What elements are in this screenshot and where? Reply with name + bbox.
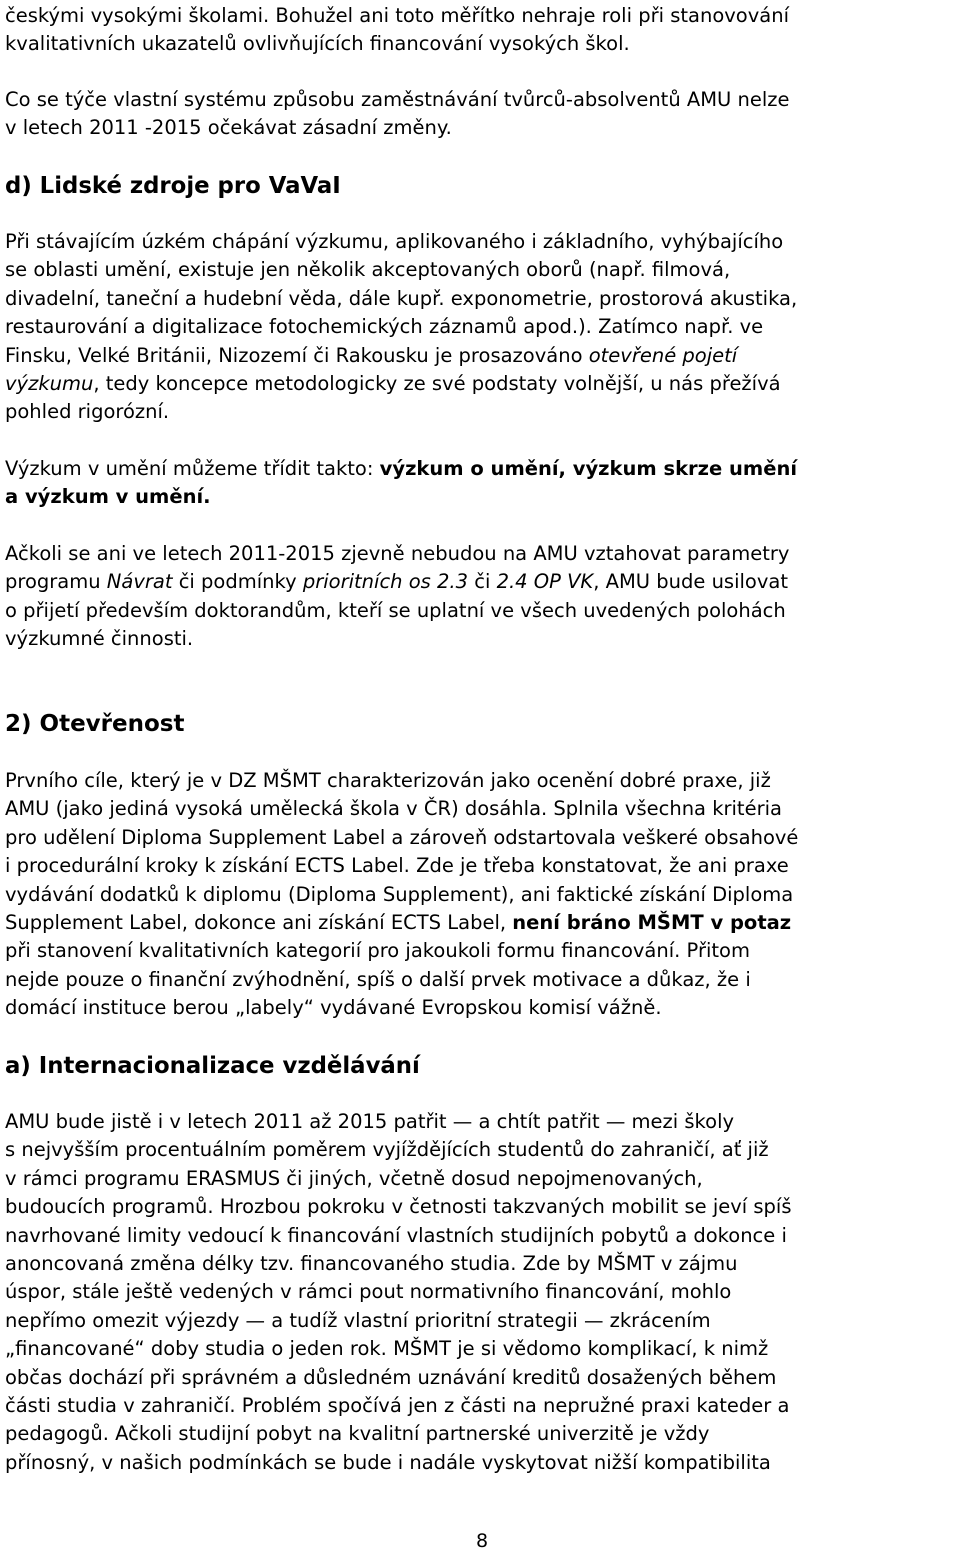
text-line: pro udělení Diploma Supplement Label a zároveň odstartovala veškeré obsahové [5, 825, 799, 849]
employment-paragraph [5, 86, 790, 143]
italic-run: výzkumu [5, 372, 94, 396]
text-run: či [468, 570, 497, 594]
bold-run: a výzkum v umění. [5, 485, 211, 509]
text-line: nepřímo omezit výjezdy — a tudíž vlastní prioritní strategii — zkrácením [5, 1308, 711, 1332]
text-line: Co se týče vlastní systému způsobu zaměstnávání tvůrců-absolventů AMU nelze [5, 88, 790, 111]
text-line: divadelní, taneční a hudební věda, dále kupř. exponometrie, prostorová akustika, [5, 286, 798, 310]
text-line: restaurování a digitalizace fotochemických záznamů apod.). Zatímco např. ve [5, 315, 764, 339]
text-line: úspor, stále ještě vedených v rámci pout normativního financování, mohlo [5, 1280, 732, 1304]
text-line: AMU (jako jediná vysoká umělecká škola v ČR) dosáhla. Splnila všechna kritéria [5, 797, 782, 821]
section-heading-openness: 2) Otevřenost [5, 711, 185, 737]
text-line: v letech 2011 -2015 očekávat zásadní změny. [5, 116, 452, 140]
continuation-paragraph [5, 2, 789, 59]
italic-run: Návrat [106, 570, 173, 594]
text-line: domácí instituce berou „labely“ vydávané Evropskou komisí vážně. [5, 996, 662, 1020]
text-line [5, 342, 797, 370]
text-line: se oblasti umění, existuje jen několik akceptovaných oborů (např. filmová, [5, 258, 731, 282]
text-line: pedagogů. Ačkoli studijní pobyt na kvalitní partnerské univerzitě je vždy [5, 1422, 710, 1446]
text-line: „financované“ doby studia o jeden rok. MŠMT je si vědomo komplikací, k nimž [5, 1337, 769, 1361]
text-line: občas dochází při správném a důsledném uznávání kreditů dosažených během [5, 1365, 777, 1389]
bold-run: není bráno MŠMT v potaz [512, 911, 792, 935]
research-paragraph [5, 228, 797, 427]
text-line: Ačkoli se ani ve letech 2011-2015 zjevně nebudou na AMU vztahovat parametry [5, 542, 790, 565]
internationalization-paragraph [5, 1108, 792, 1477]
text-line: Při stávajícím úzkém chápání výzkumu, aplikovaného i základního, vyhýbajícího [5, 230, 784, 253]
text-line: výzkumné činnosti. [5, 627, 194, 651]
research-types-paragraph [5, 455, 797, 512]
doctoral-paragraph [5, 540, 789, 654]
text-run: či podmínky [172, 570, 303, 594]
text-line: s nejvyšším procentuálním poměrem vyjíždějících studentů do zahraničí, ať již [5, 1138, 769, 1162]
openness-paragraph [5, 767, 798, 1023]
text-line: AMU bude jistě i v letech 2011 až 2015 patřit — a chtít patřit — mezi školy [5, 1110, 735, 1133]
section-heading-internationalization: a) Internacionalizace vzdělávání [5, 1053, 420, 1079]
text-line: nejde pouze o finanční zvýhodnění, spíš o další prvek motivace a důkaz, že i [5, 967, 751, 991]
text-line: kvalitativních ukazatelů ovlivňujících financování vysokých škol. [5, 32, 630, 56]
text-line: anoncovaná změna délky tzv. financovaného studia. Zde by MŠMT v zájmu [5, 1252, 738, 1276]
text-line [5, 909, 798, 937]
text-line: části studia v zahraničí. Problém spočívá jen z části na nepružné praxi kateder a [5, 1394, 790, 1418]
text-line: vydávání dodatků k diplomu (Diploma Supplement), ani faktické získání Diploma [5, 882, 794, 906]
text-run: Výzkum v umění můžeme třídit takto: [5, 457, 380, 480]
text-run: , AMU bude usilovat [593, 570, 788, 594]
italic-run: 2.4 OP VK [496, 570, 594, 594]
text-line: přínosný, v našich podmínkách se bude i nadále vyskytovat nižší kompatibilita [5, 1450, 771, 1474]
text-run: Finsku, Velké Británii, Nizozemí či Rakousku je prosazováno [5, 343, 589, 367]
section-heading-human-resources: d) Lidské zdroje pro VaVaI [5, 173, 341, 199]
text-line: Prvního cíle, který je v DZ MŠMT charakterizován jako ocenění dobré praxe, již [5, 769, 771, 792]
text-line: v rámci programu ERASMUS či jiných, včetně dosud nepojmenovaných, [5, 1166, 703, 1190]
text-line [5, 455, 797, 483]
italic-run: otevřené pojetí [588, 343, 738, 367]
text-run: Supplement Label, dokonce ani získání ECTS Label, [5, 911, 513, 935]
text-line [5, 370, 797, 398]
page-number: 8 [476, 1530, 489, 1552]
text-line [5, 483, 797, 511]
text-line: i procedurální kroky k získání ECTS Label. Zde je třeba konstatovat, že ani praxe [5, 854, 789, 878]
text-line: o přijetí především doktorandům, kteří se uplatní ve všech uvedených polohách [5, 598, 786, 622]
text-line: pohled rigorózní. [5, 400, 170, 424]
text-line: budoucích programů. Hrozbou pokroku v četnosti takzvaných mobilit se jeví spíš [5, 1195, 792, 1219]
text-line: navrhované limity vedoucí k financování vlastních studijních pobytů a dokonce i [5, 1223, 787, 1247]
text-line [5, 568, 789, 596]
text-line: při stanovení kvalitativních kategorií pro jakoukoli formu financování. Přitom [5, 939, 750, 963]
text-run: programu [5, 570, 107, 594]
italic-run: prioritních os 2.3 [302, 570, 469, 594]
text-run: , tedy koncepce metodologicky ze své podstaty volnější, u nás přežívá [93, 372, 781, 396]
text-line: českými vysokými školami. Bohužel ani toto měřítko nehraje roli při stanovování [5, 4, 789, 27]
bold-run: výzkum o umění, výzkum skrze umění [379, 457, 798, 480]
